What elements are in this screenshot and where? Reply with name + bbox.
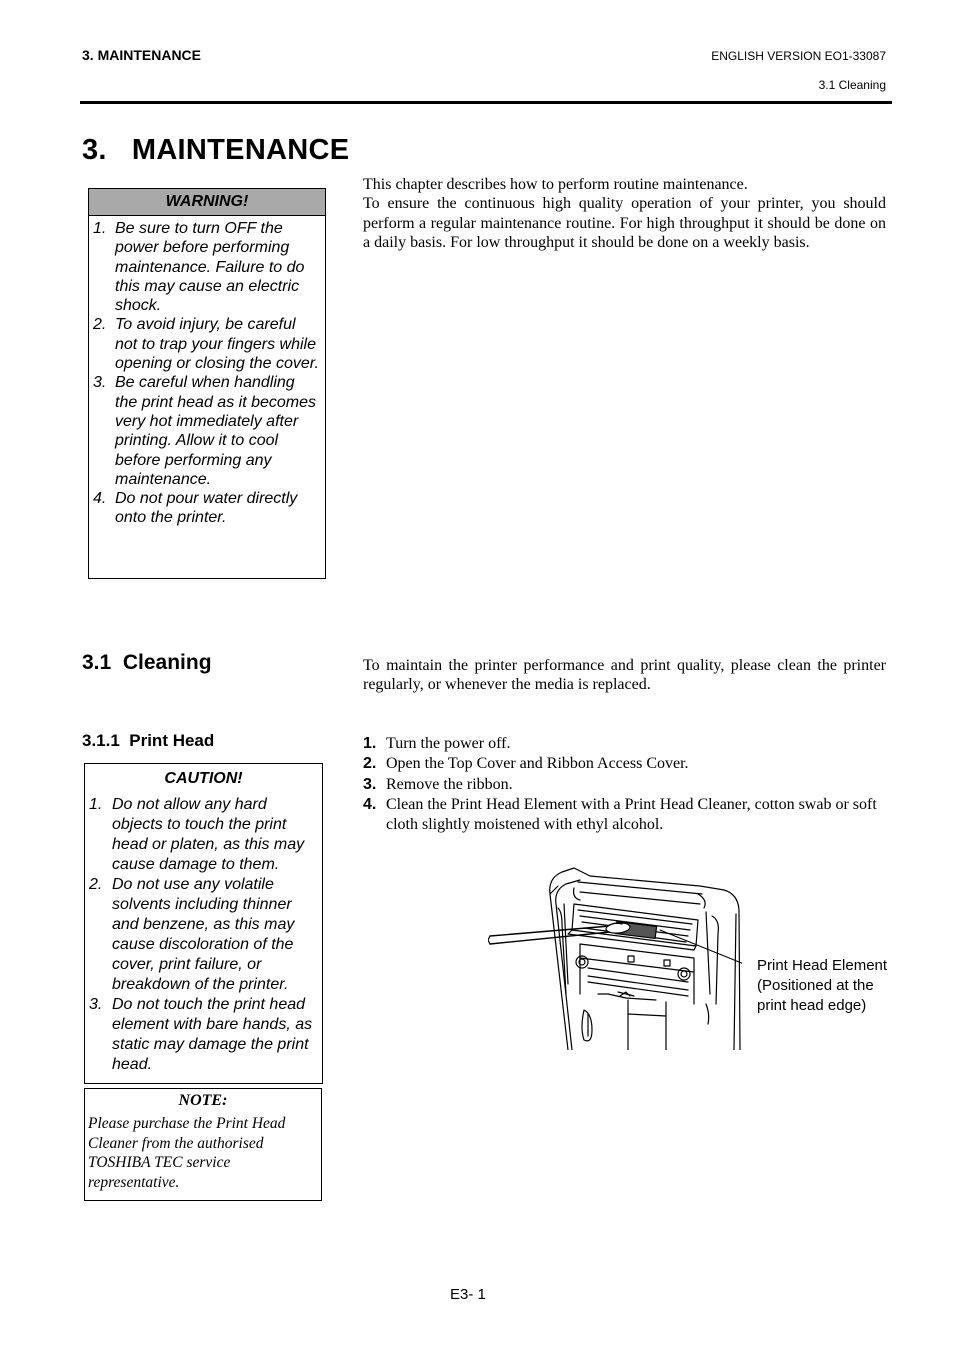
print-head-element-callout bbox=[757, 956, 887, 1016]
note-title: NOTE: bbox=[178, 1092, 228, 1109]
warning-item: 4. Do not pour water directly onto the printer. bbox=[93, 490, 298, 527]
caution-item: 1. Do not allow any hard objects to touch the print head or platen, as this may cause damage to them. bbox=[89, 796, 305, 873]
section-cleaning-text: To maintain the printer performance and print quality, please clean the printer regularly, or whenever the media is replaced. bbox=[363, 657, 886, 694]
running-header-section: 3.1 Cleaning bbox=[818, 78, 886, 92]
callout-line: Print Head Element bbox=[757, 957, 888, 974]
warning-item-text: Be careful when handling the print head as it becomes very hot immediately after printing. Allow it to cool before performing any maintenance. bbox=[115, 374, 317, 488]
procedure-step: 2. Open the Top Cover and Ribbon Access Cover. bbox=[363, 755, 689, 773]
caution-title: CAUTION! bbox=[164, 770, 243, 787]
procedure-step-text: Turn the power off. bbox=[386, 735, 511, 752]
warning-box bbox=[88, 188, 326, 579]
running-header-version: ENGLISH VERSION EO1-33087 bbox=[711, 49, 886, 63]
intro-line: This chapter describes how to perform routine maintenance. bbox=[363, 176, 748, 193]
procedure-step: 4. Clean the Print Head Element with a Print Head Cleaner, cotton swab or soft cloth slightly moistened with ethyl alcohol. bbox=[363, 795, 877, 834]
chapter-intro bbox=[363, 175, 886, 252]
procedure-step-text: Remove the ribbon. bbox=[386, 775, 513, 793]
warning-title: WARNING! bbox=[89, 189, 325, 216]
caution-item-text: Do not allow any hard objects to touch the print head or platen, as this may cause damage to them. bbox=[112, 796, 305, 873]
section-heading-cleaning: 3.1 Cleaning bbox=[82, 651, 212, 674]
running-header-chapter: 3. MAINTENANCE bbox=[82, 47, 202, 63]
procedure-steps bbox=[363, 734, 888, 835]
procedure-step-text: Open the Top Cover and Ribbon Access Cover. bbox=[386, 755, 689, 773]
warning-item-text: To avoid injury, be careful not to trap your fingers while opening or closing the cover. bbox=[115, 316, 319, 373]
caution-box bbox=[84, 763, 323, 1084]
caution-item-text: Do not use any volatile solvents including thinner and benzene, as this may cause discoloration of the cover, print failure, or breakdown of the printer. bbox=[112, 876, 295, 993]
caution-list bbox=[85, 792, 322, 1075]
header-rule bbox=[80, 101, 892, 104]
warning-item-text: Do not pour water directly onto the printer. bbox=[115, 490, 298, 527]
callout-line: print head edge) bbox=[757, 997, 867, 1014]
procedure-step-text: Clean the Print Head Element with a Print Head Cleaner, cotton swab or soft cloth slightly moistened with ethyl alcohol. bbox=[386, 795, 877, 834]
procedure-step: 3. Remove the ribbon. bbox=[363, 775, 513, 793]
warning-item: 3. Be careful when handling the print head as it becomes very hot immediately after printing. Allow it to cool before performing any maintenance. bbox=[93, 374, 317, 488]
warning-item: 1. Be sure to turn OFF the power before performing maintenance. Failure to do this may cause an electric shock. bbox=[93, 220, 305, 315]
intro-paragraph: To ensure the continuous high quality operation of your printer, you should perform a regular maintenance routine. For high throughput it should be done on a daily basis. For low throughput it should be done on a weekly basis. bbox=[363, 195, 886, 251]
caution-item: 2. Do not use any volatile solvents including thinner and benzene, as this may cause discoloration of the cover, print failure, or breakdown of the printer. bbox=[89, 876, 295, 993]
page-number: E3- 1 bbox=[450, 1286, 486, 1303]
note-text: Please purchase the Print Head Cleaner from the authorised TOSHIBA TEC service representative. bbox=[88, 1115, 286, 1191]
print-head-cleaning-illustration bbox=[488, 864, 742, 1050]
note-box bbox=[84, 1088, 322, 1201]
section-heading-print-head: 3.1.1 Print Head bbox=[82, 731, 215, 750]
chapter-title: 3. MAINTENANCE bbox=[82, 134, 350, 166]
caution-item-text: Do not touch the print head element with bare hands, as static may damage the print head. bbox=[112, 996, 313, 1073]
procedure-step: 1. Turn the power off. bbox=[363, 735, 511, 752]
warning-list bbox=[89, 216, 325, 528]
callout-line: (Positioned at the bbox=[757, 977, 874, 994]
warning-item-text: Be sure to turn OFF the power before performing maintenance. Failure to do this may cause an electric shock. bbox=[115, 220, 305, 315]
caution-item: 3. Do not touch the print head element with bare hands, as static may damage the print head. bbox=[89, 996, 313, 1073]
warning-item: 2. To avoid injury, be careful not to trap your fingers while opening or closing the cover. bbox=[93, 316, 319, 373]
